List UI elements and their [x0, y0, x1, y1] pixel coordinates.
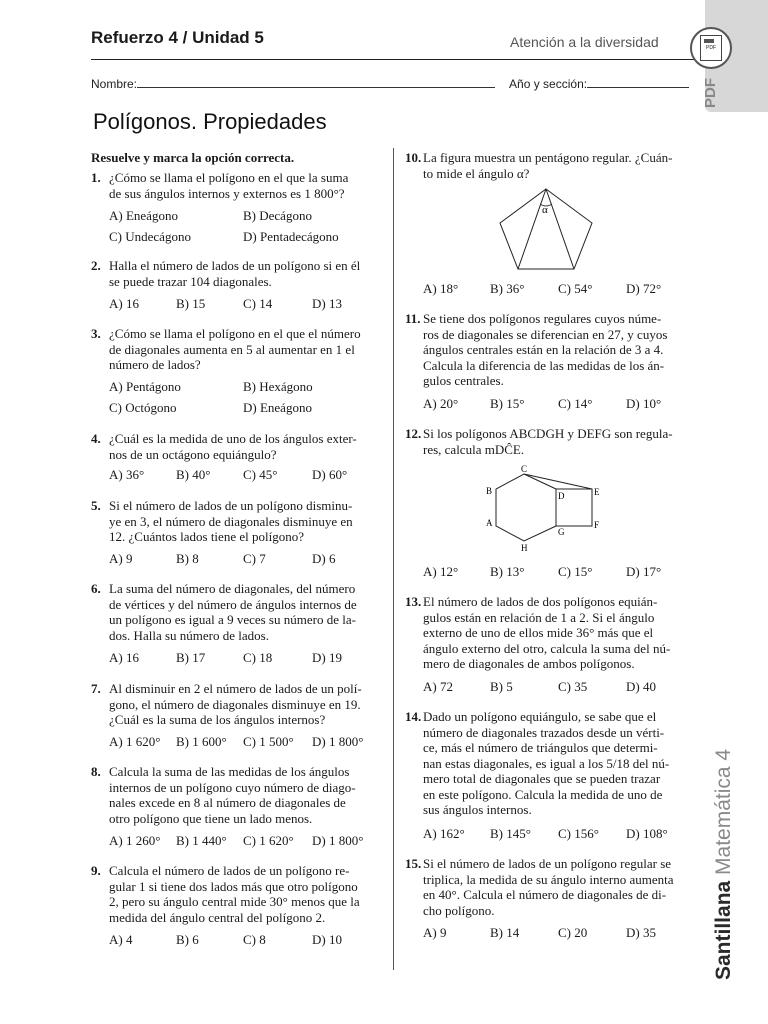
question-text-line: nales excede en 8 al número de diagonales de	[109, 795, 346, 810]
answer-option[interactable]: A) 4	[109, 932, 133, 947]
question-text	[423, 426, 673, 457]
segment-ce	[524, 474, 592, 489]
question-text-line: Se tiene dos polígonos regulares cuyos núme-	[423, 311, 662, 326]
answer-option[interactable]: A) 1 620°	[109, 734, 161, 749]
question-number: 10.	[405, 150, 422, 165]
question-text-line: ce, más el número de triángulos que determi-	[423, 740, 658, 755]
brand-vertical	[712, 749, 736, 980]
answer-option[interactable]: B) 1 440°	[176, 833, 227, 848]
answer-option[interactable]: C) 20	[558, 925, 588, 940]
question-text-line: mero total de diagonales que se pueden trazar	[423, 771, 661, 786]
answer-option[interactable]: C) 8	[243, 932, 266, 947]
question-number: 9.	[91, 863, 101, 878]
answer-option[interactable]: A) 18°	[423, 281, 459, 296]
answer-option[interactable]: C) 54°	[558, 281, 593, 296]
answer-option[interactable]: D) 13	[312, 296, 342, 311]
pdf-vertical-wrap	[702, 78, 722, 138]
answer-option[interactable]: A) 20°	[423, 396, 459, 411]
answer-option[interactable]: B) 15	[176, 296, 206, 311]
question-number: 12.	[405, 426, 422, 441]
label-c: C	[521, 464, 528, 474]
question-text-line: Dado un polígono equiángulo, se sabe que el	[423, 709, 657, 724]
answer-option[interactable]: B) 15°	[490, 396, 525, 411]
answer-option[interactable]: D) 6	[312, 551, 336, 566]
answer-option[interactable]: C) 1 620°	[243, 833, 294, 848]
question-text	[423, 856, 674, 918]
question-text-line: ¿Cuál es la medida de uno de los ángulos exter-	[109, 431, 357, 446]
question-text	[109, 170, 348, 201]
question-text-line: Calcula la diferencia de las medidas de los án-	[423, 357, 665, 373]
answer-option[interactable]: D) 10°	[626, 396, 662, 411]
question-text-line: El número de lados de dos polígonos equián-	[423, 594, 658, 609]
question-text-line: Calcula el número de lados de un polígono re-	[109, 863, 350, 878]
answer-option[interactable]: B) 8	[176, 551, 199, 566]
question-number: 8.	[91, 764, 101, 779]
question-text-line: mero de diagonales de ambos polígonos.	[423, 656, 635, 671]
answer-option[interactable]: A) Eneágono	[109, 208, 178, 223]
pentagon-diagonal-1	[518, 189, 546, 269]
question-text-line: Si los polígonos ABCDGH y DEFG son regula-	[423, 426, 673, 441]
question-text-line: ye en 3, el número de diagonales disminuye en	[109, 513, 353, 529]
answer-option[interactable]: A) 1 260°	[109, 833, 161, 848]
question-text-line: ¿Cómo se llama el polígono en el que la suma	[109, 170, 349, 185]
question-text-line: medida del ángulo central del polígono 2.	[109, 909, 326, 925]
section-label: Año y sección:	[509, 77, 588, 91]
answer-option[interactable]: A) Pentágono	[109, 379, 181, 394]
label-b: B	[486, 486, 493, 496]
answer-option[interactable]: C) 45°	[243, 467, 278, 482]
instruction: Resuelve y marca la opción correcta.	[91, 150, 295, 165]
label-a: A	[486, 518, 493, 528]
question-text	[109, 431, 357, 462]
question-text-line: Si el número de lados de un polígono disminu-	[109, 498, 353, 513]
answer-option[interactable]: D) 17°	[626, 564, 662, 579]
answer-option[interactable]: D) Eneágono	[243, 400, 312, 415]
question-text	[423, 150, 672, 181]
question-number: 13.	[405, 594, 422, 609]
question-text-line: triplica, la medida de su ángulo interno aumenta	[423, 871, 674, 887]
question-text-line: Calcula la suma de las medidas de los ángulos	[109, 764, 350, 779]
brand-name: Santillana	[712, 880, 735, 980]
label-d: D	[558, 491, 565, 501]
label-f: F	[594, 520, 600, 530]
answer-option[interactable]: B) Decágono	[243, 208, 312, 223]
question-text-line: de sus ángulos internos y externos es 1 800°?	[109, 185, 345, 201]
answer-option[interactable]: D) 60°	[312, 467, 348, 482]
question-text-line: 2, pero su ángulo central mide 30° menos que la	[109, 894, 360, 909]
answer-option[interactable]: D) 1 800°	[312, 734, 364, 749]
answer-option[interactable]: A) 9	[423, 925, 447, 940]
answer-option[interactable]: C) 156°	[558, 826, 599, 841]
question-text	[109, 863, 360, 925]
answer-option[interactable]: C) 1 500°	[243, 734, 294, 749]
answer-option[interactable]: C) 35	[558, 679, 588, 694]
question-text	[109, 498, 353, 545]
question-number: 11.	[405, 311, 421, 326]
name-label: Nombre:	[91, 77, 138, 91]
brand-subject: Matemática 4	[712, 748, 735, 875]
alpha-label: α	[542, 204, 548, 216]
question-text-line: otro polígono que tiene un lado menos.	[109, 810, 313, 826]
question-number: 2.	[91, 258, 101, 273]
question-text-line: en 40°. Calcula el número de diagonales de di-	[423, 887, 667, 902]
answer-option[interactable]: C) Octógono	[109, 400, 177, 415]
question-number: 7.	[91, 681, 101, 696]
question-text-line: La suma del número de diagonales, del número	[109, 581, 356, 596]
question-text-line: número de lados?	[109, 357, 201, 372]
label-e: E	[594, 487, 600, 497]
hexagon-shape	[496, 474, 556, 541]
answer-option[interactable]: B) 40°	[176, 467, 211, 482]
question-text-line: de diagonales aumenta en 5 al aumentar en 1 el	[109, 341, 355, 357]
answer-option[interactable]: A) 16	[109, 650, 139, 665]
answer-option[interactable]: D) 35	[626, 925, 656, 940]
question-text-line: Al disminuir en 2 el número de lados de un polí-	[109, 681, 362, 696]
pentagon-shape	[500, 189, 592, 269]
question-number: 5.	[91, 498, 101, 513]
answer-option[interactable]: B) 36°	[490, 281, 525, 296]
question-text-line: gulos están en relación de 1 a 2. Si el ángulo	[423, 609, 655, 625]
answer-option[interactable]: D) 40	[626, 679, 656, 694]
answer-option[interactable]: C) Undecágono	[109, 229, 191, 244]
answer-option[interactable]: B) 6	[176, 932, 199, 947]
label-h: H	[521, 543, 528, 553]
answer-option[interactable]: B) Hexágono	[243, 379, 313, 394]
answer-option[interactable]: A) 9	[109, 551, 133, 566]
question-number: 3.	[91, 326, 101, 341]
question-number: 6.	[91, 581, 101, 596]
pdf-icon: PDF	[700, 35, 722, 61]
question-text	[423, 311, 667, 389]
page-title: Polígonos. Propiedades	[93, 109, 327, 134]
answer-option[interactable]: B) 5	[490, 679, 513, 694]
question-text	[109, 326, 361, 373]
question-text-line: ¿Cuál es la suma de los ángulos internos?	[109, 712, 326, 727]
question-text-line: nos de un octágono equiángulo?	[109, 446, 277, 462]
question-text-line: gulos centrales.	[423, 373, 504, 388]
question-text-line: nan estas diagonales, es igual a los 5/18 del nú-	[423, 755, 670, 771]
question-text-line: en este polígono. Calcula la medida de uno de	[423, 786, 663, 802]
question-text-line: gono, el número de diagonales disminuye en 19.	[109, 696, 361, 712]
pdf-vertical-label: PDF	[702, 78, 719, 108]
question-text	[109, 258, 360, 289]
answer-option[interactable]: A) 72	[423, 679, 453, 694]
header-divider	[91, 59, 698, 60]
answer-option[interactable]: B) 1 600°	[176, 734, 227, 749]
answer-option[interactable]: A) 16	[109, 296, 139, 311]
hexagon-figure	[484, 462, 606, 554]
worksheet-category: Atención a la diversidad	[510, 34, 659, 50]
answer-option[interactable]: A) 12°	[423, 564, 459, 579]
question-text-line: ¿Cómo se llama el polígono en el que el número	[109, 326, 361, 341]
question-text-line: ángulos centrales están en la relación de 3 a 4.	[423, 342, 664, 357]
answer-option[interactable]: B) 13°	[490, 564, 525, 579]
question-text-line: ros de diagonales se diferencian en 27, y cuyos	[423, 326, 668, 342]
question-number: 1.	[91, 170, 101, 185]
question-text	[109, 581, 357, 643]
question-text-line: dos. Halla su número de lados.	[109, 627, 269, 643]
answer-option[interactable]: C) 18	[243, 650, 273, 665]
question-text-line: La figura muestra un pentágono regular. ¿Cuán-	[423, 150, 673, 165]
question-text-line: un polígono es igual a 9 veces su número de la-	[109, 612, 356, 627]
question-text-line: de vértices y del número de ángulos internos de	[109, 596, 357, 612]
answer-option[interactable]: B) 14	[490, 925, 520, 940]
name-section-line	[91, 77, 689, 91]
answer-option[interactable]: D) 72°	[626, 281, 662, 296]
worksheet-title: Refuerzo 4 / Unidad 5	[91, 28, 264, 47]
question-text-line: internos de un polígono cuyo número de diago-	[109, 779, 356, 795]
question-text-line: externo de uno de ellos mide 36° más que el	[423, 625, 654, 640]
pdf-badge[interactable]	[690, 27, 732, 69]
question-text-line: sus ángulos internos.	[423, 802, 532, 817]
name-blank[interactable]	[137, 77, 495, 88]
answer-option[interactable]: D) 19	[312, 650, 342, 665]
label-g: G	[558, 527, 565, 537]
question-text-line: res, calcula mDĈE.	[423, 441, 525, 457]
question-text	[109, 764, 356, 826]
question-text-line: Si el número de lados de un polígono regular se	[423, 856, 672, 871]
answer-option[interactable]: D) 10	[312, 932, 342, 947]
answer-option[interactable]: C) 14	[243, 296, 273, 311]
question-text-line: ángulo externo del otro, calcula la suma del nú-	[423, 640, 671, 656]
answer-option[interactable]: C) 7	[243, 551, 266, 566]
question-text-line: se puede trazar 104 diagonales.	[109, 273, 272, 289]
question-number: 14.	[405, 709, 422, 724]
answer-option[interactable]: A) 36°	[109, 467, 145, 482]
question-text	[423, 709, 669, 818]
answer-option[interactable]: B) 17	[176, 650, 206, 665]
answer-option[interactable]: A) 162°	[423, 826, 465, 841]
answer-option[interactable]: C) 15°	[558, 564, 593, 579]
pentagon-diagonal-2	[546, 189, 574, 269]
question-text-line: Halla el número de lados de un polígono si en él	[109, 258, 361, 273]
question-text-line: número de diagonales trazados desde un vérti-	[423, 724, 665, 740]
question-text-line: to mide el ángulo α?	[423, 165, 530, 181]
question-text	[423, 594, 670, 672]
section-blank[interactable]	[587, 77, 689, 88]
question-text-line: 12. ¿Cuántos lados tiene el polígono?	[109, 529, 304, 544]
question-number: 4.	[91, 431, 101, 446]
answer-option[interactable]: C) 14°	[558, 396, 593, 411]
answer-option[interactable]: D) Pentadecágono	[243, 229, 339, 244]
question-text	[109, 681, 362, 728]
question-number: 15.	[405, 856, 422, 871]
answer-option[interactable]: D) 108°	[626, 826, 668, 841]
answer-option[interactable]: D) 1 800°	[312, 833, 364, 848]
pentagon-figure	[496, 186, 596, 272]
question-text-line: cho polígono.	[423, 902, 495, 918]
question-text-line: gular 1 si tiene dos lados más que otro polígono	[109, 878, 358, 894]
answer-option[interactable]: B) 145°	[490, 826, 531, 841]
column-divider	[393, 148, 394, 970]
